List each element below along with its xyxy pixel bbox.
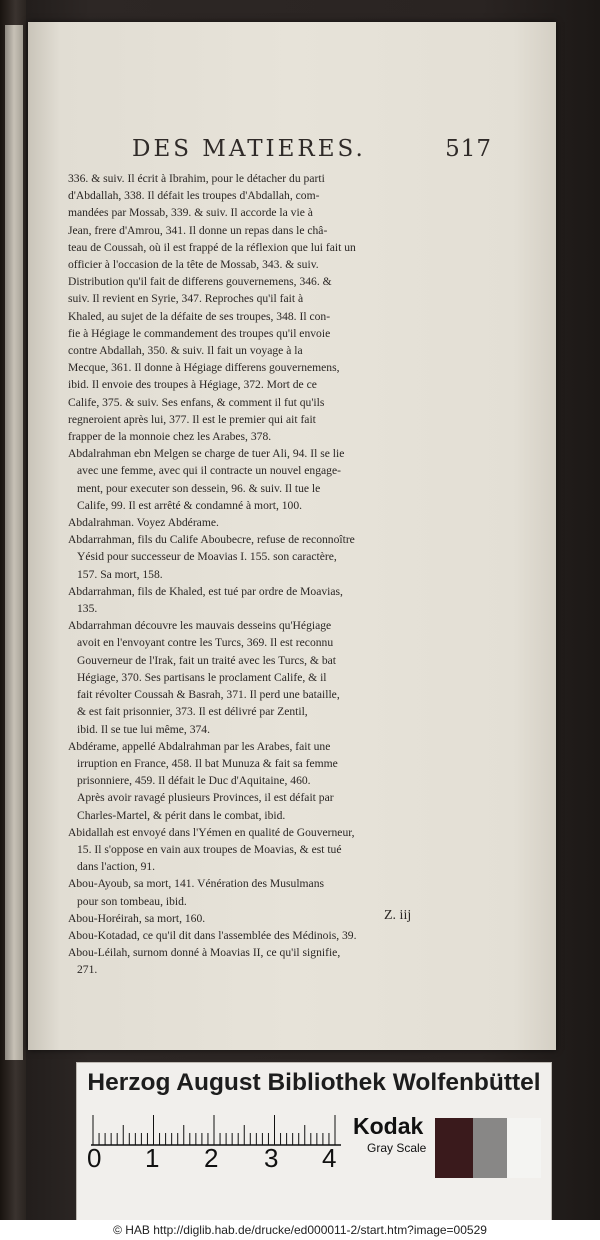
index-line: teau de Coussah, où il est frappé de la réflexion que lui fait un — [68, 240, 356, 254]
header-title: DES MATIERES. — [132, 136, 366, 162]
index-line: avoit en l'envoyant contre les Turcs, 369. Il est reconnu — [77, 636, 334, 650]
index-line: Abou-Léilah, surnom donné à Moavias II, ce qu'il signifie, — [68, 946, 341, 960]
index-line: ibid. Il se tue lui même, 374. — [77, 722, 210, 736]
index-line: Hégiage, 370. Ses partisans le proclament Calife, & il — [77, 670, 327, 684]
ruler-number-2: 2 — [204, 1143, 219, 1173]
index-line: pour son tombeau, ibid. — [77, 894, 187, 908]
index-entry — [68, 910, 488, 927]
index-line: fait révolter Coussah & Basrah, 371. Il perd une bataille, — [77, 688, 340, 702]
index-line: Calife, 99. Il est arrêté & condamné à mort, 100. — [77, 498, 303, 512]
copyright-footer — [0, 1220, 600, 1240]
index-line: contre Abdallah, 350. & suiv. Il fait un voyage à la — [68, 344, 303, 358]
index-entry — [68, 875, 488, 909]
color-patch-gray — [473, 1118, 507, 1178]
page-number: 517 — [445, 136, 492, 162]
index-line: Abdarrahman, fils du Calife Aboubecre, refuse de reconnoître — [68, 533, 355, 547]
index-line: Abou-Ayoub, sa mort, 141. Vénération des Musulmans — [68, 877, 325, 891]
gray-scale-label: Gray Scale — [367, 1141, 427, 1155]
index-line: Charles-Martel, & périt dans le combat, ibid. — [77, 808, 286, 822]
index-line: irruption en France, 458. Il bat Munuza & fait sa femme — [77, 756, 338, 770]
index-line: Gouverneur de l'Irak, fait un traité avec les Turcs, & bat — [77, 653, 337, 667]
index-line: Abou-Horéirah, sa mort, 160. — [68, 911, 206, 925]
index-line: ibid. Il envoie des troupes à Hégiage, 372. Mort de ce — [68, 378, 317, 392]
index-line: 135. — [77, 602, 98, 616]
index-line: Mecque, 361. Il donne à Hégiage differens gouvernemens, — [68, 361, 340, 375]
index-entry — [68, 738, 488, 824]
index-entry — [68, 617, 488, 737]
index-line: Abdalrahman ebn Melgen se charge de tuer Ali, 94. Il se lie — [68, 447, 345, 461]
color-patch-white — [507, 1118, 541, 1178]
index-line: Abdérame, appellé Abdalrahman par les Arabes, fait une — [68, 739, 331, 753]
index-line: Distribution qu'il fait de differens gouvernemens, 346. & — [68, 275, 332, 289]
index-line: Après avoir ravagé plusieurs Provinces, il est défait par — [77, 791, 334, 805]
kodak-logo: Kodak — [353, 1113, 424, 1139]
book-page — [28, 22, 556, 1050]
index-line: d'Abdallah, 338. Il défait les troupes d'Abdallah, com- — [68, 189, 320, 203]
index-entry — [68, 170, 488, 445]
index-line: dans l'action, 91. — [77, 860, 156, 874]
ruler-ticks — [91, 1113, 361, 1147]
index-entry — [68, 445, 488, 514]
index-line: 336. & suiv. Il écrit à Ibrahim, pour le détacher du parti — [68, 172, 325, 185]
index-line: 271. — [77, 963, 98, 977]
index-line: suiv. Il revient en Syrie, 347. Reproches qu'il fait à — [68, 292, 304, 306]
color-calibration-target — [76, 1062, 552, 1228]
ruler-number-4: 4 — [322, 1143, 337, 1173]
ruler-number-0: 0 — [87, 1143, 102, 1173]
index-entry — [68, 944, 488, 978]
index-line: Khaled, au sujet de la défaite de ses troupes, 348. Il con- — [68, 309, 331, 323]
index-line: ment, pour executer son dessein, 96. & suiv. Il tue le — [77, 481, 321, 495]
index-line: 15. Il s'oppose en vain aux troupes de Moavias, & est tué — [77, 842, 342, 856]
index-line: mandées par Mossab, 339. & suiv. Il accorde la vie à — [68, 206, 313, 220]
footer-credit: © HAB http://diglib.hab.de/drucke/ed000011-2/start.htm?image=00529 — [113, 1223, 487, 1237]
index-line: & est fait prisonnier, 373. Il est délivré par Zentil, — [77, 705, 308, 719]
index-line: Yésid pour successeur de Moavias I. 155. son caractère, — [77, 550, 337, 564]
index-entry — [68, 927, 488, 944]
index-line: avec une femme, avec qui il contracte un nouvel engage- — [77, 464, 341, 478]
facing-page-edge — [5, 25, 23, 1060]
index-line: Abou-Kotadad, ce qu'il dit dans l'assemblée des Médinois, 39. — [68, 928, 357, 942]
index-line: fie à Hégiage le commandement des troupes qu'il envoie — [68, 326, 331, 340]
index-entry — [68, 583, 488, 617]
index-entry — [68, 824, 488, 876]
ruler-number-3: 3 — [264, 1143, 279, 1173]
index-line: prisonniere, 459. Il défait le Duc d'Aquitaine, 460. — [77, 774, 311, 788]
index-line: 157. Sa mort, 158. — [77, 567, 163, 581]
running-header — [132, 136, 492, 166]
index-entry — [68, 531, 488, 583]
index-line: Abdarrahman, fils de Khaled, est tué par ordre de Moavias, — [68, 584, 343, 598]
signature-mark: Z. iij — [384, 908, 412, 923]
index-line: Abdarrahman découvre les mauvais desseins qu'Hégiage — [68, 619, 332, 633]
index-line: Abdalrahman. Voyez Abdérame. — [68, 516, 219, 530]
index-line: officier à l'occasion de la tête de Mossab, 343. & suiv. — [68, 258, 319, 272]
index-line: Abidallah est envoyé dans l'Yémen en qualité de Gouverneur, — [68, 825, 355, 839]
color-patch-dark — [435, 1118, 473, 1178]
index-line: frapper de la monnoie chez les Arabes, 378. — [68, 430, 272, 444]
index-entry — [68, 514, 488, 531]
index-line: Calife, 375. & suiv. Ses enfans, & comment il fut qu'ils — [68, 395, 325, 409]
library-name: Herzog August Bibliothek Wolfenbüttel — [87, 1069, 541, 1096]
ruler-number-1: 1 — [145, 1143, 160, 1173]
index-line: Jean, frere d'Amrou, 341. Il donne un repas dans le châ- — [68, 223, 328, 237]
index-line: regneroient après lui, 377. Il est le premier qui ait fait — [68, 412, 316, 426]
index-text — [68, 170, 488, 979]
